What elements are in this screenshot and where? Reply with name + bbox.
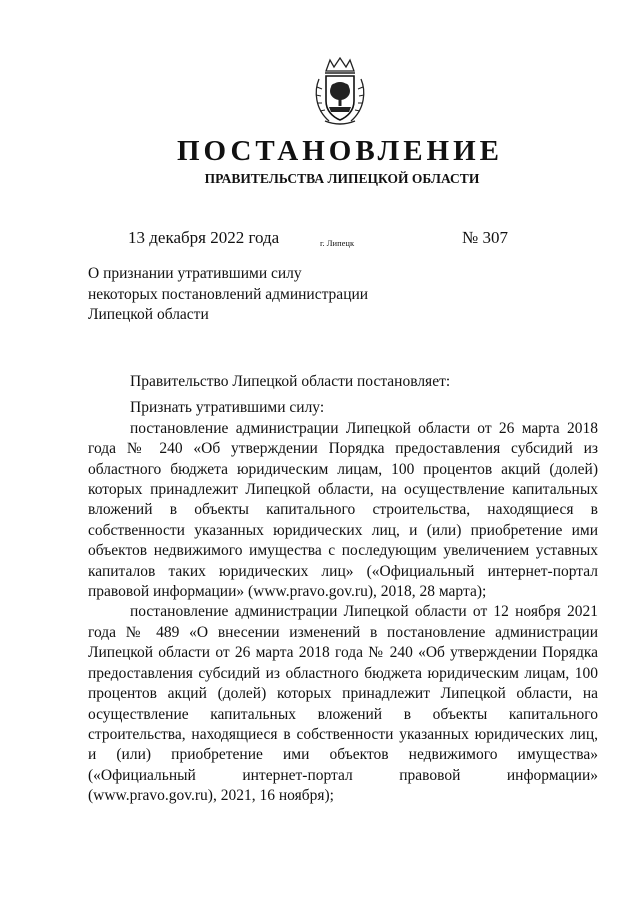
subject-line: Липецкой области <box>88 306 209 323</box>
preamble-paragraph: Правительство Липецкой области постановляет: <box>130 373 451 390</box>
document-subject <box>88 264 368 326</box>
subject-line: некоторых постановлений администрации <box>88 285 369 303</box>
document-subtitle: ПРАВИТЕЛЬСТВА ЛИПЕЦКОЙ ОБЛАСТИ <box>204 171 480 186</box>
document-city: г. Липецк <box>320 238 355 248</box>
document-number: № 307 <box>462 228 508 247</box>
coat-of-arms-icon <box>313 57 367 125</box>
repealed-act-item: постановление администрации Липецкой области от 26 марта 2018 года № 240 «Об утверждении Порядка предоставления субсидий из областного бюджета юридическим лицам, 100 процентов акций (долей) которых принадлежит Липецкой области, на осуществление капитальных вложений в объекты капитального строительства, находящиеся в собственности указанных юридических лиц, и (или) приобретение ими объектов недвижимого имущества с последующим увеличением уставных капиталов таких юридических лиц» («Официальный интернет-портал правовой информации» (www.pravo.gov.ru), 2018, 28 марта); <box>88 419 598 601</box>
intro-paragraph: Признать утратившими силу: <box>130 399 325 417</box>
document-body <box>88 372 598 807</box>
repealed-act-item: постановление администрации Липецкой области от 12 ноября 2021 года № 489 «О внесении изменений в постановление администрации Липецкой области от 26 марта 2018 года № 240 «Об утверждении Порядка предоставления субсидий из областного бюджета юридическим лицам, 100 процентов акций (долей) которых принадлежит Липецкой области, на осуществление капитальных вложений в объекты капитального строительства, находящиеся в собственности указанных юридических лиц, и (или) приобретение ими объектов недвижимого имущества» («Официальный интернет-портал правовой информации» (www.pravo.gov.ru), 2021, 16 ноября); <box>88 603 598 805</box>
document-title: ПОСТАНОВЛЕНИЕ <box>176 135 503 167</box>
document-date: 13 декабря 2022 года <box>128 228 280 247</box>
subject-line: О признании утратившими силу <box>88 265 302 282</box>
